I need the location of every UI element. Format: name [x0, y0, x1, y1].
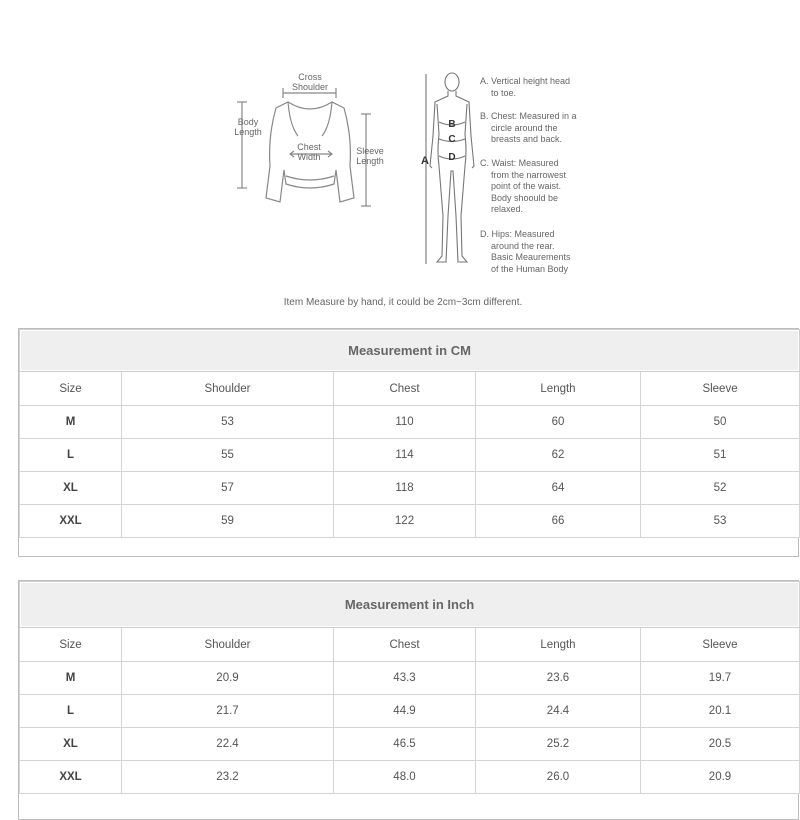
column-header: Size: [20, 628, 122, 662]
column-header: Length: [476, 372, 641, 406]
table-cell: 46.5: [334, 728, 476, 761]
column-header: Sleeve: [641, 628, 800, 662]
table-cell: 51: [641, 439, 800, 472]
table-row: [20, 761, 800, 794]
table-cell: 48.0: [334, 761, 476, 794]
table-cell: 62: [476, 439, 641, 472]
table-cell: 122: [334, 505, 476, 538]
legend-item-d: D. Hips: Measured around the rear. Basic Meaurements of the Human Body: [480, 229, 571, 274]
column-header: Chest: [334, 372, 476, 406]
marker-c: C: [448, 134, 456, 145]
sleeve-length-label: Sleeve Length: [356, 146, 384, 166]
table-cell: 24.4: [476, 695, 641, 728]
table-cell: 60: [476, 406, 641, 439]
table-cell: 50: [641, 406, 800, 439]
column-header: Size: [20, 372, 122, 406]
size-cell: XL: [20, 728, 122, 761]
table-header-row: [20, 372, 800, 406]
table-cell: 19.7: [641, 662, 800, 695]
table-cell: 25.2: [476, 728, 641, 761]
table-cell: 64: [476, 472, 641, 505]
table-cell: 52: [641, 472, 800, 505]
table-cell: 53: [641, 505, 800, 538]
table-row: [20, 728, 800, 761]
table-cell: 57: [122, 472, 334, 505]
table-cell: 44.9: [334, 695, 476, 728]
table-row: [20, 662, 800, 695]
table-row: [20, 695, 800, 728]
table-row: [20, 406, 800, 439]
cm-size-table: [19, 329, 800, 538]
table-cell: 20.1: [641, 695, 800, 728]
column-header: Shoulder: [122, 628, 334, 662]
measurement-diagram: [0, 0, 800, 320]
size-cell: L: [20, 695, 122, 728]
table-cell: 21.7: [122, 695, 334, 728]
inch-table-title: Measurement in Inch: [20, 582, 800, 628]
table-cell: 43.3: [334, 662, 476, 695]
cm-table-title: Measurement in CM: [20, 330, 800, 372]
table-cell: 22.4: [122, 728, 334, 761]
size-cell: XL: [20, 472, 122, 505]
table-row: [20, 472, 800, 505]
measurement-note: Item Measure by hand, it could be 2cm~3cm different.: [283, 297, 523, 308]
column-header: Length: [476, 628, 641, 662]
human-body-icon: [415, 66, 490, 276]
column-header: Chest: [334, 628, 476, 662]
legend-item-a: A. Vertical height head to toe.: [480, 76, 571, 98]
table-cell: 118: [334, 472, 476, 505]
table-cell: 20.5: [641, 728, 800, 761]
table-header-row: [20, 628, 800, 662]
inch-size-table: [19, 581, 800, 794]
table-cell: 53: [122, 406, 334, 439]
table-cell: 20.9: [122, 662, 334, 695]
column-header: Shoulder: [122, 372, 334, 406]
size-cell: XXL: [20, 761, 122, 794]
size-cell: M: [20, 406, 122, 439]
size-cell: L: [20, 439, 122, 472]
table-cell: 66: [476, 505, 641, 538]
size-cell: XXL: [20, 505, 122, 538]
chest-width-label: Chest Width: [297, 142, 321, 162]
cross-shoulder-label: Cross Shoulder: [291, 72, 329, 92]
table-cell: 23.2: [122, 761, 334, 794]
legend-item-c: C. Waist: Measured from the narrowest point of the waist. Body shoould be relaxed.: [480, 158, 567, 214]
table-cell: 59: [122, 505, 334, 538]
marker-b: B: [448, 119, 456, 130]
table-cell: 114: [334, 439, 476, 472]
table-cell: 110: [334, 406, 476, 439]
table-row: [20, 505, 800, 538]
size-cell: M: [20, 662, 122, 695]
legend-item-b: B. Chest: Measured in a circle around the breasts and back.: [480, 111, 577, 144]
column-header: Sleeve: [641, 372, 800, 406]
table-cell: 55: [122, 439, 334, 472]
marker-d: D: [448, 152, 456, 163]
table-cell: 20.9: [641, 761, 800, 794]
table-cell: 23.6: [476, 662, 641, 695]
marker-a: A: [421, 155, 429, 167]
body-length-label: Body Length: [234, 117, 262, 137]
table-cell: 26.0: [476, 761, 641, 794]
table-row: [20, 439, 800, 472]
